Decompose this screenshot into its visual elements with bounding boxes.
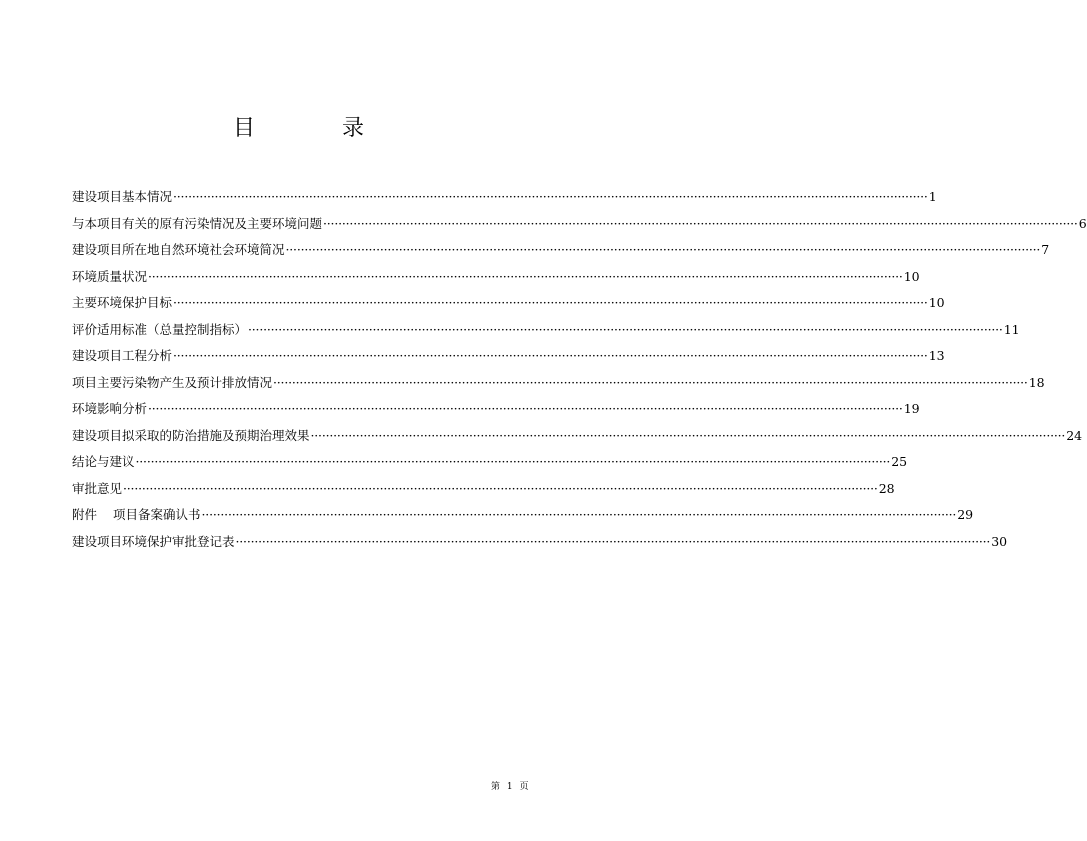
toc-dot-leader: ········································································································································································································ xyxy=(235,533,991,549)
toc-dot-leader: ········································································································································································································ xyxy=(123,480,878,496)
toc-entry-label: 建设项目环境保护审批登记表 xyxy=(72,533,235,549)
toc-entry-label: 环境质量状况 xyxy=(72,268,148,284)
toc-entry[interactable] xyxy=(72,320,1020,347)
toc-entry-label: 结论与建议 xyxy=(72,454,135,469)
toc-entry-page: 10 xyxy=(928,295,945,310)
toc-entry[interactable] xyxy=(72,346,945,373)
toc-entry[interactable] xyxy=(72,399,920,426)
toc-entry-label xyxy=(72,505,201,525)
toc-entry[interactable] xyxy=(72,373,1045,400)
toc-entry[interactable] xyxy=(72,426,1083,453)
page-number-prefix: 第 xyxy=(491,782,501,792)
toc-entry-page: 24 xyxy=(1066,427,1083,443)
toc-entry-label: 评价适用标准（总量控制指标） xyxy=(72,321,248,337)
page-footer xyxy=(491,781,529,793)
toc-dot-leader: ········································································································································································································ xyxy=(285,242,1041,257)
toc-entry-page: 28 xyxy=(878,480,895,496)
toc-dot-leader: ········································································································································································································ xyxy=(148,401,903,416)
toc-entry-label: 主要环境保护目标 xyxy=(72,295,173,310)
toc-dot-leader: ········································································································································································································ xyxy=(323,215,1078,231)
toc-entry[interactable] xyxy=(72,452,908,479)
toc-entry-label: 建设项目拟采取的防治措施及预期治理效果 xyxy=(72,427,310,443)
page-number-suffix: 页 xyxy=(519,782,529,792)
toc-entry[interactable] xyxy=(72,187,937,214)
toc-dot-leader: ········································································································································································································ xyxy=(148,268,903,284)
table-of-contents xyxy=(72,187,1087,558)
page-title xyxy=(0,114,595,144)
toc-entry-page: 29 xyxy=(957,507,974,522)
toc-entry-page: 11 xyxy=(1003,321,1020,337)
toc-entry-page: 6 xyxy=(1078,215,1087,231)
toc-entry-page: 10 xyxy=(903,268,920,284)
toc-dot-leader: ········································································································································································································ xyxy=(248,321,1003,337)
toc-entry-label: 建设项目所在地自然环境社会环境简况 xyxy=(72,242,285,257)
toc-dot-leader: ········································································································································································································ xyxy=(273,374,1028,390)
toc-entry[interactable] xyxy=(72,240,1050,267)
toc-dot-leader: ········································································································································································································ xyxy=(310,427,1066,443)
toc-entry-page: 13 xyxy=(928,348,945,363)
toc-entry[interactable] xyxy=(72,532,1008,559)
toc-dot-leader: ········································································································································································································ xyxy=(173,295,928,310)
toc-dot-leader: ········································································································································································································ xyxy=(173,189,928,204)
page-title-char-1: 目 xyxy=(233,116,256,141)
toc-entry[interactable] xyxy=(72,293,945,320)
toc-entry-label: 项目主要污染物产生及预计排放情况 xyxy=(72,374,273,390)
toc-dot-leader: ········································································································································································································ xyxy=(201,507,957,522)
toc-entry-label: 环境影响分析 xyxy=(72,401,148,416)
toc-entry[interactable] xyxy=(72,479,895,506)
toc-entry-page: 25 xyxy=(891,454,908,469)
toc-entry-page: 30 xyxy=(991,533,1008,549)
page-title-char-2: 录 xyxy=(342,116,365,141)
toc-appendix-title: 项目备案确认书 xyxy=(113,507,201,522)
toc-dot-leader: ········································································································································································································ xyxy=(135,454,891,469)
toc-entry-page: 1 xyxy=(928,189,937,204)
toc-entry[interactable] xyxy=(72,214,1087,241)
toc-appendix-tag: 附件 xyxy=(72,507,98,522)
toc-entry-page: 18 xyxy=(1028,374,1045,390)
toc-entry[interactable] xyxy=(72,267,920,294)
toc-dot-leader: ········································································································································································································ xyxy=(173,348,928,363)
toc-entry-label: 与本项目有关的原有污染情况及主要环境问题 xyxy=(72,215,323,231)
toc-entry-label: 审批意见 xyxy=(72,480,123,496)
toc-entry-label: 建设项目工程分析 xyxy=(72,348,173,363)
page-number: 1 xyxy=(506,782,513,792)
toc-entry-page: 19 xyxy=(903,401,920,416)
toc-entry-label: 建设项目基本情况 xyxy=(72,189,173,204)
toc-entry-page: 7 xyxy=(1041,242,1050,257)
toc-entry[interactable] xyxy=(72,505,974,532)
